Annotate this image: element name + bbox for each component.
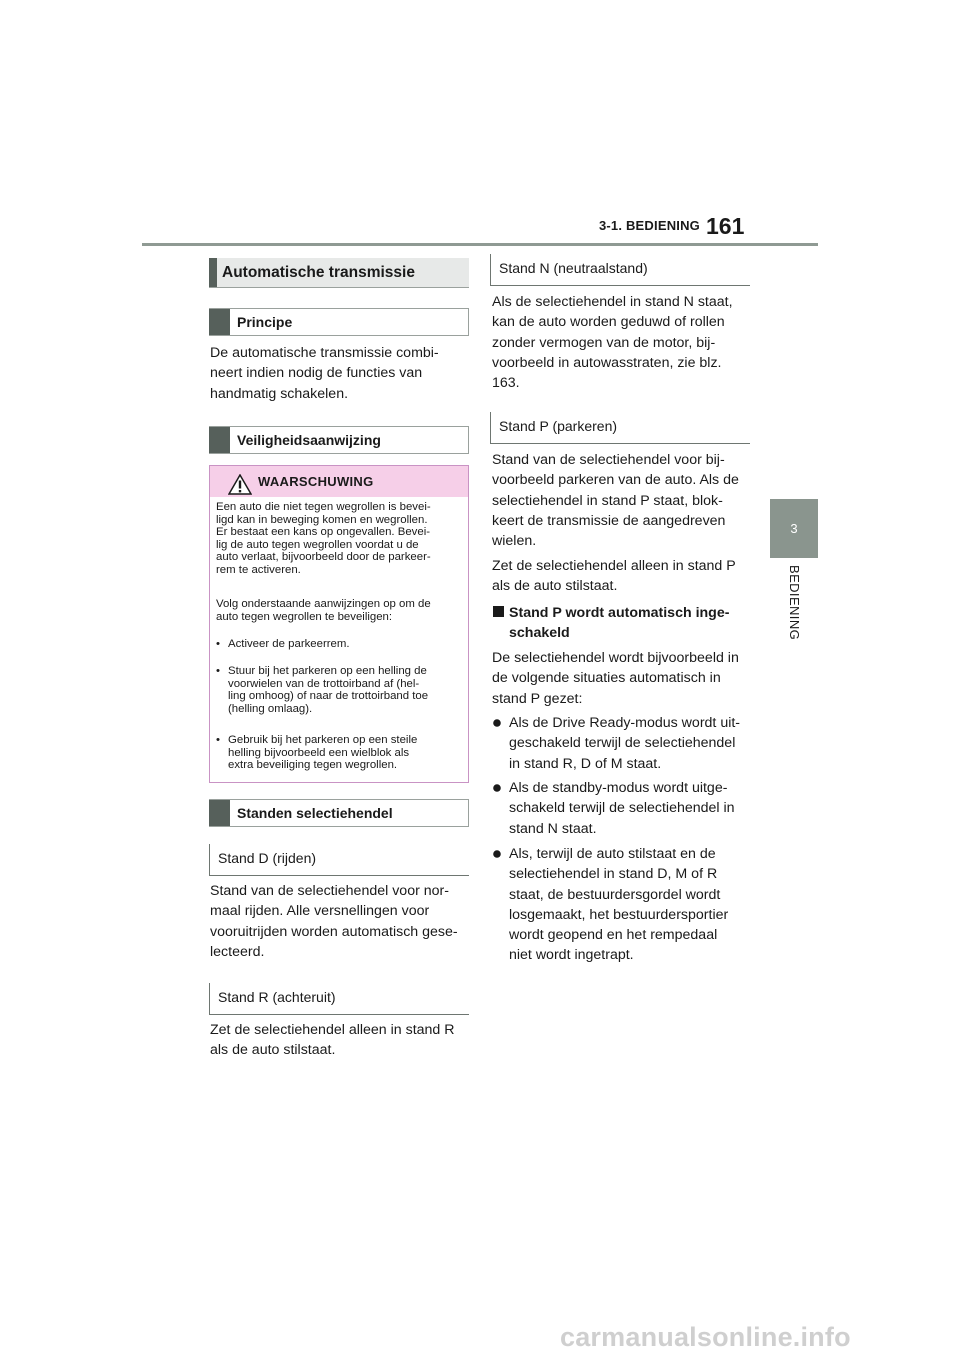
warning-triangle-icon bbox=[228, 474, 252, 495]
stand-d-heading: Stand D (rijden) bbox=[209, 844, 469, 876]
heading-standen-selectiehendel bbox=[209, 799, 469, 827]
heading-text: Automatische transmissie bbox=[222, 263, 415, 281]
auto-p-bullet-2: Als de standby-modus wordt uitge- schakeld terwijl de selectiehendel in stand N staat. bbox=[509, 780, 735, 837]
auto-p-intro: De selectiehendel wordt bijvoorbeeld in de volgende situaties automatisch in stand P gezet: bbox=[492, 650, 739, 707]
stand-r-text: Zet de selectiehendel alleen in stand R als de auto stilstaat. bbox=[210, 1022, 455, 1059]
warning-header bbox=[210, 466, 468, 497]
section-label: 3-1. BEDIENING bbox=[598, 218, 700, 233]
dot-bullet-icon bbox=[493, 719, 501, 727]
heading-automatische-transmissie bbox=[209, 258, 469, 288]
header-rule bbox=[142, 243, 818, 246]
heading-bar bbox=[209, 258, 217, 287]
heading-bar bbox=[209, 309, 230, 335]
chapter-vertical-label: BEDIENING bbox=[787, 565, 802, 641]
heading-veiligheidsaanwijzing bbox=[209, 426, 469, 454]
heading-text: Principe bbox=[237, 314, 293, 330]
warning-bullet-1: Activeer de parkeerrem. bbox=[228, 638, 350, 650]
stand-r-heading: Stand R (achteruit) bbox=[209, 983, 469, 1015]
watermark: carmanualsonline.info bbox=[560, 1322, 851, 1352]
warning-bullet-3: Gebruik bij het parkeren op een steile helling bijvoorbeeld een wielblok als extra beveiliging tegen wegrollen. bbox=[228, 734, 418, 772]
stand-d-text: Stand van de selectiehendel voor nor- maal rijden. Alle versnellingen voor vooruitrijden worden automatisch gese- lecteerd. bbox=[210, 883, 458, 960]
square-bullet-icon bbox=[493, 606, 504, 617]
chapter-tab[interactable]: 3 bbox=[770, 499, 818, 558]
warning-box bbox=[209, 465, 469, 783]
bullet-icon: • bbox=[216, 665, 220, 677]
heading-bar bbox=[209, 427, 230, 453]
heading-bar bbox=[209, 800, 230, 826]
stand-p-heading: Stand P (parkeren) bbox=[490, 412, 750, 444]
principe-text: De automatische transmissie combi- neert indien nodig de functies van handmatig schakelen. bbox=[210, 345, 439, 402]
heading-text: Veiligheidsaanwijzing bbox=[237, 432, 381, 448]
heading-principe bbox=[209, 308, 469, 336]
bullet-icon: • bbox=[216, 734, 220, 746]
page-number: 161 bbox=[706, 213, 745, 239]
stand-n-text: Als de selectiehendel in stand N staat, kan de auto worden geduwd of rollen zonder vermogen van de motor, bij- voorbeeld in autowasstraten, zie blz. 163. bbox=[492, 294, 733, 392]
stand-p-text-2: Zet de selectiehendel alleen in stand P als de auto stilstaat. bbox=[492, 558, 736, 595]
auto-p-bullet-3: Als, terwijl de auto stilstaat en de selectiehendel in stand D, M of R staat, de bestuurdersgordel wordt losgemaakt, het bestuurdersportier wordt geopend en het rempedaal niet wordt ingetrapt. bbox=[509, 846, 729, 964]
warning-bullet-2: Stuur bij het parkeren op een helling de voorwielen van de trottoirband af (hel- ling omhoog) of naar de trottoirband toe (helling omlaag). bbox=[228, 665, 429, 715]
stand-p-text-1: Stand van de selectiehendel voor bij- voorbeeld parkeren van de auto. Als de selectiehendel in stand P staat, blok- keert de transmissie de aangedreven wielen. bbox=[492, 452, 739, 550]
warning-paragraph-1: Een auto die niet tegen wegrollen is bevei- ligd kan in beweging komen en wegrollen. Er bestaat een kans op ongevallen. Bevei- lig de auto tegen wegrollen voordat u de auto verlaat, bijvoorbeeld door de parkeer- rem te activeren. bbox=[216, 501, 431, 576]
bullet-icon: • bbox=[216, 638, 220, 650]
auto-p-bullet-1: Als de Drive Ready-modus wordt uit- geschakeld terwijl de selectiehendel in stand R, D of M staat. bbox=[509, 715, 741, 772]
warning-paragraph-2: Volg onderstaande aanwijzingen op om de auto tegen wegrollen te beveiligen: bbox=[216, 598, 431, 623]
stand-n-heading: Stand N (neutraalstand) bbox=[490, 254, 750, 286]
auto-p-heading: Stand P wordt automatisch inge- schakeld bbox=[509, 605, 730, 642]
heading-text: Standen selectiehendel bbox=[237, 805, 393, 821]
dot-bullet-icon bbox=[493, 784, 501, 792]
warning-title: WAARSCHUWING bbox=[258, 474, 374, 489]
dot-bullet-icon bbox=[493, 850, 501, 858]
